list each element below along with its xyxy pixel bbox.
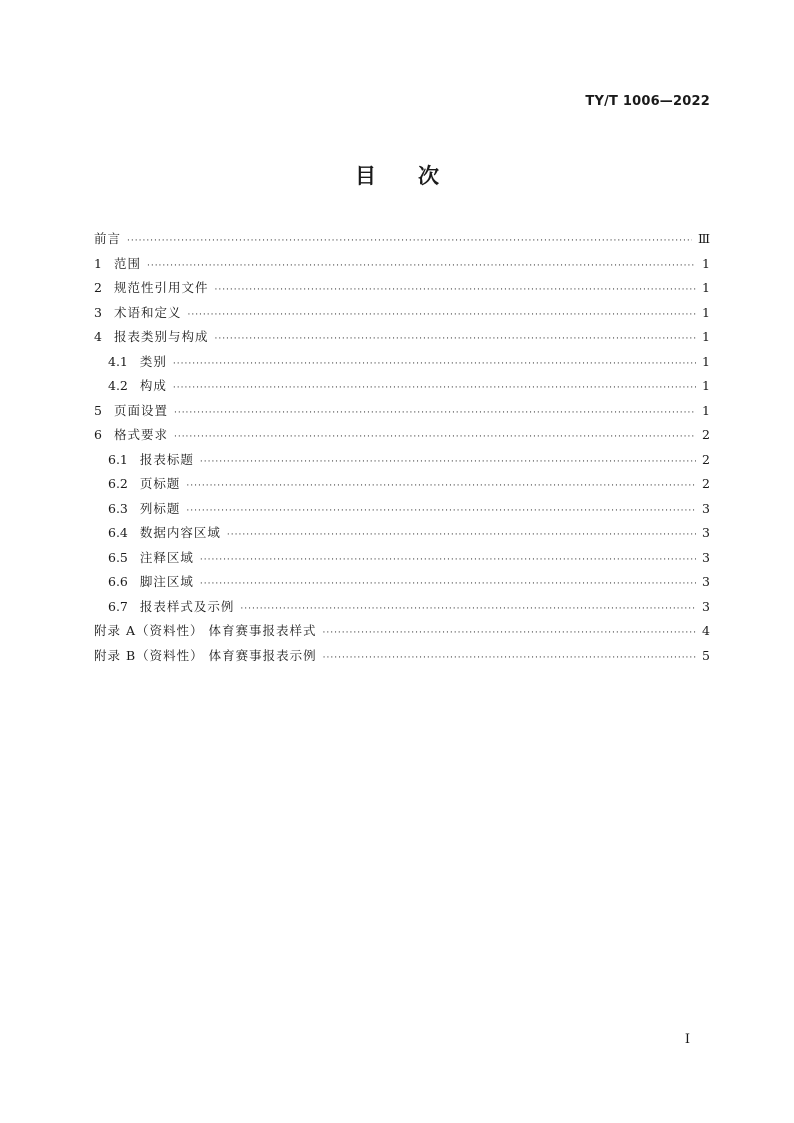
toc-entry-number: 6.6 [108,574,128,589]
toc-entry[interactable] [94,521,710,546]
toc-entry[interactable] [94,301,710,326]
dot-leader [227,523,696,548]
toc-entry[interactable] [94,423,710,448]
toc-entry-label: 页标题 [139,476,181,491]
toc-entry-label: 报表类别与构成 [113,329,209,344]
toc-entry-page: 3 [702,525,710,540]
toc-entry-label: 数据内容区域 [139,525,221,540]
toc-entry-number: 6.2 [108,476,128,491]
toc-entry[interactable] [94,276,710,301]
dot-leader [186,499,696,524]
title-char-2: 次 [418,164,439,188]
page-number: I [684,1032,690,1047]
toc-entry-label: 附录 A（资料性） 体育赛事报表样式 [94,623,317,638]
toc-entry[interactable] [94,399,710,424]
toc-entry-number: 4.2 [108,378,128,393]
toc-entry[interactable] [94,350,710,375]
toc-entry[interactable] [94,595,710,620]
toc-entry-page: 1 [702,378,710,393]
toc-entry[interactable] [94,570,710,595]
toc-entry-number: 6.7 [108,598,128,614]
toc-entry-page: 3 [702,598,710,614]
toc-entry[interactable] [94,619,710,644]
toc-entry-page: 1 [702,280,710,295]
toc-entry-label: 规范性引用文件 [113,280,209,295]
toc-entry-page: 4 [702,623,710,638]
dot-leader [214,278,696,303]
toc-entry-page: 1 [702,353,710,369]
toc-entry[interactable] [94,546,710,571]
toc-entry-label: 术语和定义 [113,304,182,320]
dot-leader [200,572,696,597]
toc-entry-page: 2 [702,476,710,491]
toc-entry-label: 列标题 [139,500,181,516]
toc-entry[interactable] [94,252,710,277]
toc-entry-page: 3 [702,574,710,589]
toc-entry-page: Ⅲ [697,231,710,246]
toc-entry[interactable] [94,472,710,497]
dot-leader [323,646,696,671]
dot-leader [186,474,696,499]
toc-entry-number: 6 [94,427,102,442]
toc-entry-number: 3 [94,304,102,320]
toc-entry-page: 2 [702,451,710,467]
toc-entry-label: 注释区域 [139,549,194,565]
dot-leader [187,303,696,328]
dot-leader [173,376,696,401]
toc-entry-label: 报表样式及示例 [139,598,235,614]
toc-entry-page: 1 [702,304,710,320]
dot-leader [174,425,696,450]
toc-entry-number: 5 [94,402,102,418]
toc-entry[interactable] [94,227,710,252]
title-char-1: 目 [355,164,376,188]
toc-entry-label: 范围 [113,255,141,271]
toc-entry-number: 6.5 [108,549,128,565]
toc-entry-number: 6.1 [108,451,128,467]
dot-leader [127,229,692,254]
toc-entry-label: 附录 B（资料性） 体育赛事报表示例 [94,647,317,663]
dot-leader [173,352,696,377]
toc-entry-label: 格式要求 [113,427,168,442]
toc-entry-number: 4.1 [108,353,128,369]
dot-leader [147,254,696,279]
page-title [0,160,794,190]
toc-entry-label: 构成 [139,378,167,393]
dot-leader [174,401,696,426]
dot-leader [214,327,696,352]
toc-entry-number: 4 [94,329,102,344]
toc-entry-page: 5 [702,647,710,663]
dot-leader [200,548,696,573]
toc-entry-number: 6.4 [108,525,128,540]
toc-entry-label: 报表标题 [139,451,194,467]
toc-entry-number: 1 [94,255,102,271]
toc-entry-label: 前言 [94,231,122,246]
toc-entry[interactable] [94,644,710,669]
dot-leader [240,597,696,622]
toc-entry-number: 2 [94,280,102,295]
table-of-contents [94,227,710,668]
toc-entry-page: 1 [702,402,710,418]
toc-entry-page: 2 [702,427,710,442]
toc-entry-page: 1 [702,255,710,271]
toc-entry-page: 3 [702,549,710,565]
dot-leader [200,450,696,475]
dot-leader [322,621,696,646]
standard-code: TY/T 1006—2022 [585,94,710,109]
toc-entry-label: 类别 [139,353,167,369]
toc-entry-number: 6.3 [108,500,128,516]
toc-entry-label: 脚注区域 [139,574,194,589]
toc-entry[interactable] [94,325,710,350]
toc-entry-label: 页面设置 [113,402,168,418]
toc-entry-page: 1 [702,329,710,344]
toc-entry-page: 3 [702,500,710,516]
toc-entry[interactable] [94,374,710,399]
toc-entry[interactable] [94,448,710,473]
toc-entry[interactable] [94,497,710,522]
